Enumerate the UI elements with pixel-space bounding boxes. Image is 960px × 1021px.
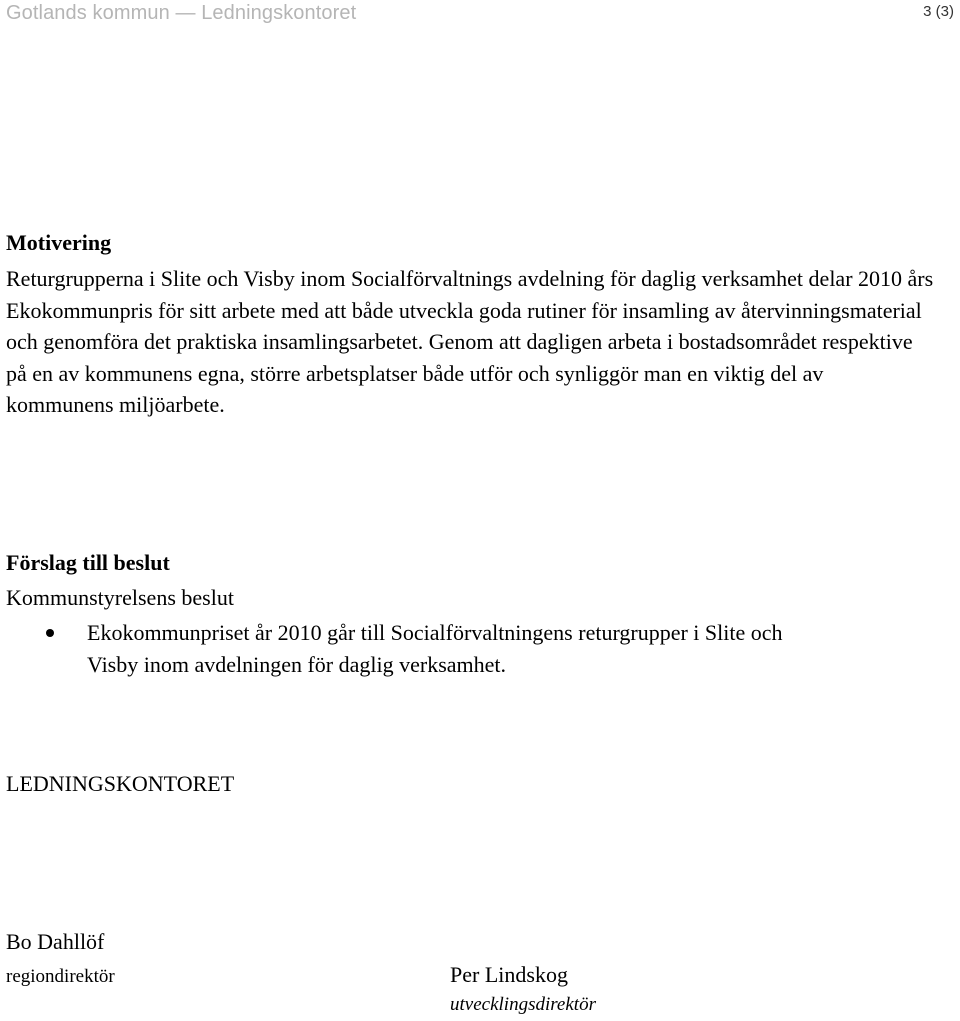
decision-bullet-text: Ekokommunpriset år 2010 går till Socialförvaltningens returgrupper i Slite och Visby inom avdelningen för daglig verksamhet. — [87, 620, 783, 677]
decision-subheading: Kommunstyrelsens beslut — [6, 585, 234, 610]
signature-name-2: Per Lindskog — [450, 962, 568, 987]
bullet-icon — [46, 629, 54, 637]
motivering-paragraph: Returgrupperna i Slite och Visby inom Socialförvaltnings avdelning för daglig verksamhet delar 2010 års Ekokommunpris för sitt arbete med att både utveckla goda rutiner för insamling av återvinningsmaterial och genomföra det praktiska insamlingsarbetet. Genom att dagligen arbeta i bostadsområdet respektive på en av kommunens egna, större arbetsplatser både utför och synliggör man en viktig del av kommunens miljöarbete. — [6, 266, 934, 417]
document-header-org: Gotlands kommun — Ledningskontoret — [6, 2, 357, 24]
page-number: 3 (3) — [923, 3, 954, 20]
department-name: LEDNINGSKONTORET — [6, 771, 235, 796]
signature-title-1: regiondirektör — [6, 966, 115, 987]
forslag-heading: Förslag till beslut — [6, 550, 170, 575]
signature-name-1: Bo Dahllöf — [6, 929, 105, 954]
signature-title-2: utvecklingsdirektör — [450, 994, 596, 1015]
motivering-heading: Motivering — [6, 230, 112, 255]
